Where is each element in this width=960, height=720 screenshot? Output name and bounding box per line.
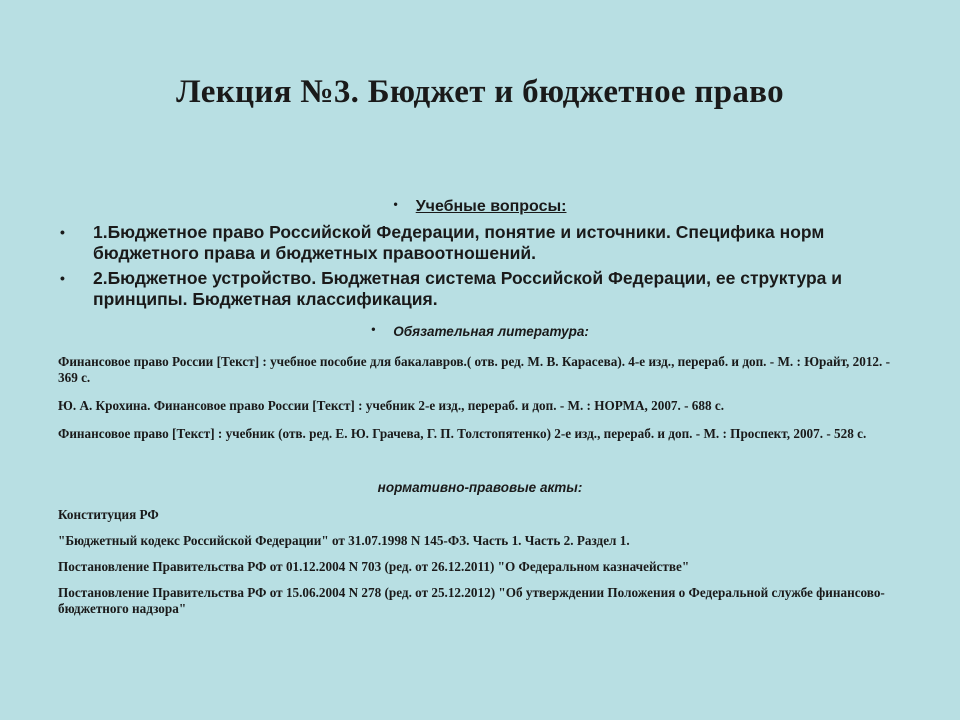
list-item — [60, 268, 900, 310]
questions-heading-text: Учебные вопросы: — [415, 198, 567, 215]
list-item: Финансовое право [Текст] : учебник (отв. ред. Е. Ю. Грачева, Г. П. Толстопятенко) 2-е изд., перераб. и доп. - М. : Проспект, 2007. - 528 с. — [58, 426, 867, 441]
literature-heading — [0, 324, 960, 339]
list-item: Постановление Правительства РФ от 01.12.2004 N 703 (ред. от 26.12.2011) "О Федеральном казначействе" — [58, 559, 690, 574]
list-item: "Бюджетный кодекс Российской Федерации" от 31.07.1998 N 145-ФЗ. Часть 1. Часть 2. Раздел 1. — [58, 533, 630, 548]
bullet-icon: • — [60, 224, 65, 240]
question-text: 2.Бюджетное устройство. Бюджетная система Российской Федерации, ее структура и принципы. Бюджетная классификация. — [93, 268, 843, 309]
acts-heading: нормативно-правовые акты: — [377, 480, 583, 495]
bullet-icon: • — [393, 196, 398, 211]
bullet-icon: • — [60, 270, 65, 286]
literature-list — [58, 354, 908, 454]
list-item: Ю. А. Крохина. Финансовое право России [Текст] : учебник 2-е изд., перераб. и доп. - М. : НОРМА, 2007. - 688 с. — [58, 398, 725, 413]
questions-list — [60, 222, 900, 314]
slide-title: Лекция №3. Бюджет и бюджетное право — [176, 74, 784, 110]
bullet-icon: • — [371, 322, 376, 337]
list-item: Конституция РФ — [58, 507, 159, 522]
literature-heading-text: Обязательная литература: — [393, 324, 589, 339]
list-item — [60, 222, 900, 264]
list-item: Финансовое право России [Текст] : учебное пособие для бакалавров.( отв. ред. М. В. Карасева). 4-е изд., перераб. и доп. - М. : Юрайт, 2012. - 369 с. — [58, 354, 891, 385]
acts-list — [58, 507, 908, 627]
questions-heading — [0, 198, 960, 216]
question-text: 1.Бюджетное право Российской Федерации, понятие и источники. Специфика норм бюджетного права и бюджетных правоотношений. — [93, 222, 825, 263]
list-item: Постановление Правительства РФ от 15.06.2004 N 278 (ред. от 25.12.2012) "Об утверждении Положения о Федеральной службе финансово-бюджетного надзора" — [58, 585, 885, 616]
